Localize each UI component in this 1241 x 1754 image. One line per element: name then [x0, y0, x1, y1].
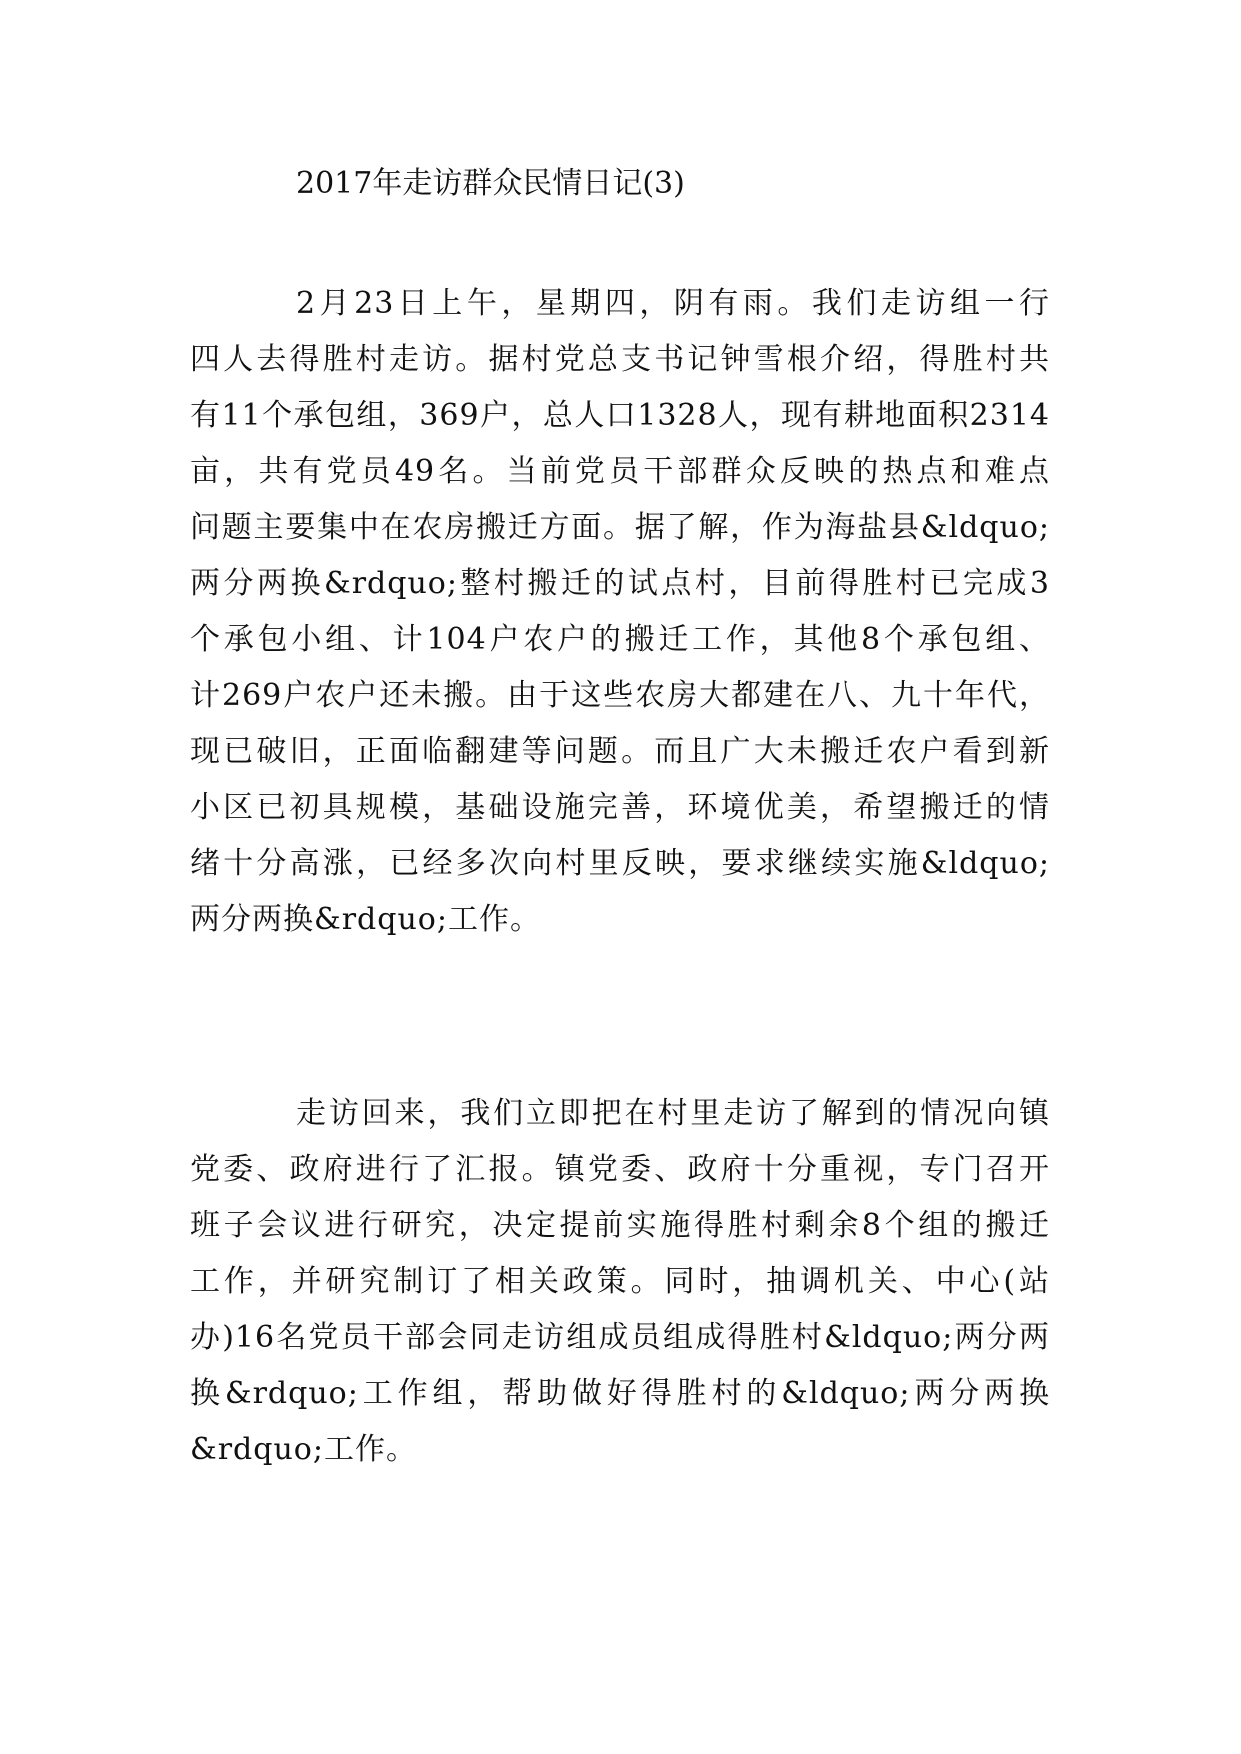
paragraph-line: 有11个承包组，369户，总人口1328人，现有耕地面积2314 — [190, 398, 1050, 433]
paragraph-follow-up — [190, 1086, 1050, 1478]
paragraph-line: 问题主要集中在农房搬迁方面。据了解，作为海盐县&ldquo; — [190, 510, 1050, 545]
paragraph-line: 办)16名党员干部会同走访组成员组成得胜村&ldquo;两分两 — [190, 1320, 1050, 1355]
paragraph-line: 计269户农户还未搬。由于这些农房大都建在八、九十年代， — [190, 678, 1050, 713]
paragraph-line: 党委、政府进行了汇报。镇党委、政府十分重视，专门召开 — [190, 1152, 1050, 1187]
paragraph-line: 四人去得胜村走访。据村党总支书记钟雪根介绍，得胜村共 — [190, 342, 1050, 377]
paragraph-line: 2月23日上午，星期四，阴有雨。我们走访组一行 — [296, 286, 1050, 321]
paragraph-line: 个承包小组、计104户农户的搬迁工作，其他8个承包组、 — [190, 622, 1050, 657]
paragraph-line: 绪十分高涨，已经多次向村里反映，要求继续实施&ldquo; — [190, 846, 1050, 881]
paragraph-line: 换&rdquo;工作组，帮助做好得胜村的&ldquo;两分两换 — [190, 1376, 1050, 1411]
paragraph-line: &rdquo;工作。 — [190, 1432, 417, 1467]
document-title: 2017年走访群众民情日记(3) — [296, 166, 685, 201]
paragraph-line: 工作，并研究制订了相关政策。同时，抽调机关、中心(站 — [190, 1264, 1050, 1299]
paragraph-line: 小区已初具规模，基础设施完善，环境优美，希望搬迁的情 — [190, 790, 1050, 825]
paragraph-visit-record — [190, 276, 1050, 948]
paragraph-line: 两分两换&rdquo;工作。 — [190, 902, 541, 937]
paragraph-line: 现已破旧，正面临翻建等问题。而且广大未搬迁农户看到新 — [190, 734, 1050, 769]
paragraph-line: 两分两换&rdquo;整村搬迁的试点村，目前得胜村已完成3 — [190, 566, 1050, 601]
paragraph-line: 亩，共有党员49名。当前党员干部群众反映的热点和难点 — [190, 454, 1050, 489]
paragraph-line: 班子会议进行研究，决定提前实施得胜村剩余8个组的搬迁 — [190, 1208, 1050, 1243]
paragraph-line: 走访回来，我们立即把在村里走访了解到的情况向镇 — [296, 1096, 1050, 1131]
